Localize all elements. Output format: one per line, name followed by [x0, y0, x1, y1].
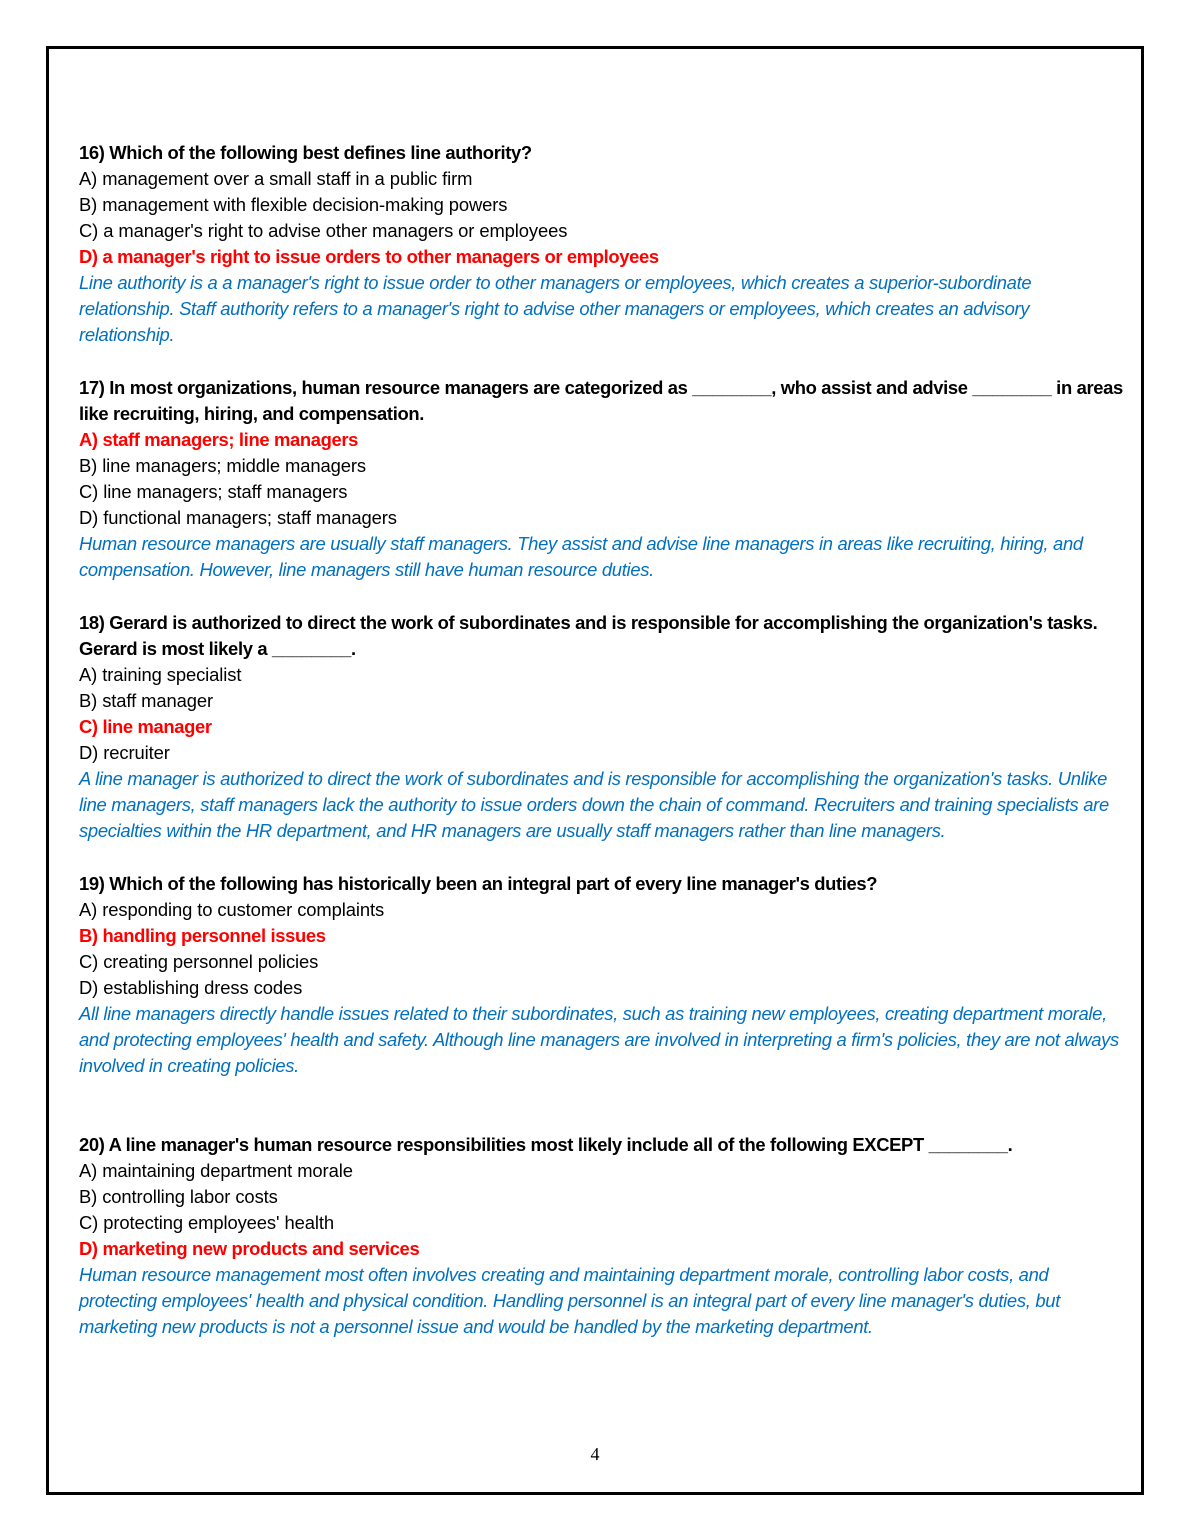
page-content: [79, 140, 1124, 1340]
page-number: 4: [590, 1444, 600, 1464]
option-a: A) training specialist: [79, 664, 242, 685]
option-b: B) line managers; middle managers: [79, 455, 366, 476]
spacer: [79, 348, 1124, 375]
option-b-correct-answer: B) handling personnel issues: [79, 925, 326, 946]
question-text: 19) Which of the following has historically been an integral part of every line manager's duties?: [79, 873, 878, 894]
spacer: [79, 583, 1124, 610]
question-text: 17) In most organizations, human resource managers are categorized as ________, who assist and advise ________ in areas like recruiting, hiring, and compensation.: [79, 377, 1123, 424]
option-c: C) creating personnel policies: [79, 951, 319, 972]
question-20: [79, 1132, 1124, 1340]
option-a: A) maintaining department morale: [79, 1160, 353, 1181]
question-text: 20) A line manager's human resource responsibilities most likely include all of the following EXCEPT ________.: [79, 1134, 1013, 1155]
explanation: Line authority is a a manager's right to issue order to other managers or employees, which creates a superior-subordinate relationship. Staff authority refers to a manager's right to advise other managers or employees, which creates an advisory relationship.: [79, 272, 1032, 345]
option-b: B) controlling labor costs: [79, 1186, 278, 1207]
option-c: C) protecting employees' health: [79, 1212, 334, 1233]
option-d: D) establishing dress codes: [79, 977, 303, 998]
question-16: [79, 140, 1124, 348]
question-19: [79, 871, 1124, 1079]
option-b: B) management with flexible decision-making powers: [79, 194, 508, 215]
option-d: D) functional managers; staff managers: [79, 507, 397, 528]
explanation: A line manager is authorized to direct the work of subordinates and is responsible for accomplishing the organization's tasks. Unlike line managers, staff managers lack the authority to issue orders down the chain of command. Recruiters and training specialists are specialties within the HR department, and HR managers are usually staff managers rather than line managers.: [79, 768, 1109, 841]
explanation: Human resource managers are usually staff managers. They assist and advise line managers in areas like recruiting, hiring, and compensation. However, line managers still have human resource duties.: [79, 533, 1083, 580]
option-b: B) staff manager: [79, 690, 214, 711]
question-text: 18) Gerard is authorized to direct the work of subordinates and is responsible for accomplishing the organization's tasks. Gerard is most likely a ________.: [79, 612, 1098, 659]
option-d-correct-answer: D) a manager's right to issue orders to other managers or employees: [79, 246, 659, 267]
option-d: D) recruiter: [79, 742, 170, 763]
option-c-correct-answer: C) line manager: [79, 716, 212, 737]
option-c: C) a manager's right to advise other managers or employees: [79, 220, 568, 241]
option-a: A) management over a small staff in a public firm: [79, 168, 473, 189]
question-18: [79, 610, 1124, 844]
spacer: [79, 844, 1124, 871]
explanation: Human resource management most often involves creating and maintaining department morale, controlling labor costs, and protecting employees' health and physical condition. Handling personnel is an integral part of every line manager's duties, but marketing new products is not a personnel issue and would be handled by the marketing department.: [79, 1264, 1061, 1337]
option-d-correct-answer: D) marketing new products and services: [79, 1238, 420, 1259]
question-17: [79, 375, 1124, 583]
spacer: [79, 1079, 1124, 1132]
option-c: C) line managers; staff managers: [79, 481, 348, 502]
option-a-correct-answer: A) staff managers; line managers: [79, 429, 359, 450]
explanation: All line managers directly handle issues related to their subordinates, such as training new employees, creating department morale, and protecting employees' health and safety. Although line managers are involved in interpreting a firm's policies, they are not always involved in creating policies.: [79, 1003, 1119, 1076]
question-text: 16) Which of the following best defines line authority?: [79, 142, 532, 163]
option-a: A) responding to customer complaints: [79, 899, 385, 920]
